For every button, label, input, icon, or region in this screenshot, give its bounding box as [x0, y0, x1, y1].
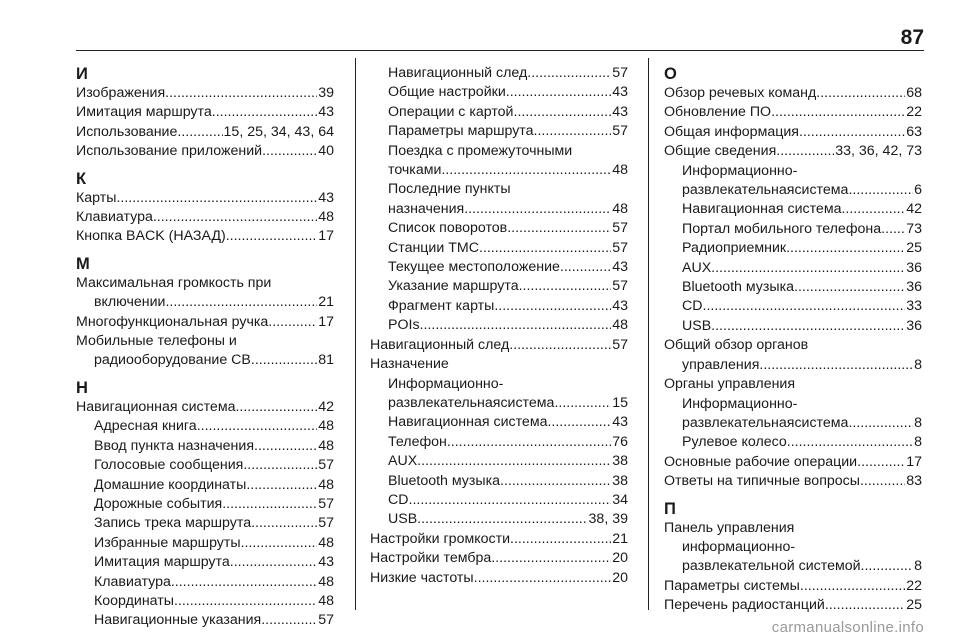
index-entry-page: 17: [318, 228, 334, 245]
index-entry-page: 48: [318, 573, 334, 590]
dot-leader: [861, 557, 914, 576]
index-entry-label: Навигационная система: [682, 201, 842, 218]
dot-leader: [197, 417, 318, 436]
index-entry: [76, 514, 334, 533]
index-section-letter: О: [664, 65, 677, 83]
index-entry-heading: Максимальная громкость при: [76, 274, 272, 291]
dot-leader: [254, 437, 317, 456]
index-entry: [664, 317, 922, 336]
index-entry-label: Настройки тембра: [370, 550, 492, 567]
index-entry-page: 57: [612, 278, 628, 295]
index-entry: [370, 530, 628, 549]
index-entry-heading: Общий обзор органов: [664, 337, 809, 354]
index-entry-page: 8: [914, 558, 922, 575]
index-entry-label: Навигационный след: [370, 336, 510, 353]
index-entry: [370, 433, 628, 452]
dot-leader: [174, 592, 317, 611]
index-entry: [370, 258, 628, 277]
index-entry-page: 15: [612, 394, 628, 411]
dot-leader: [479, 239, 611, 258]
index-entry: [664, 577, 922, 596]
index-entry-page: 48: [318, 437, 334, 454]
index-entry-page: 38: [612, 472, 628, 489]
index-entry-label: Кнопка BACK (НАЗАД): [76, 228, 226, 245]
dot-leader: [420, 316, 612, 335]
index-entry-label: Ответы на типичные вопросы: [664, 473, 860, 490]
dot-leader: [153, 208, 317, 227]
dot-leader: [241, 534, 318, 553]
index-column-1: [76, 64, 334, 631]
index-entry: [664, 472, 922, 491]
watermark: carmanualsonline.info: [771, 619, 924, 636]
dot-leader: [506, 83, 611, 102]
index-entry-page: 43: [612, 259, 628, 276]
dot-leader: [261, 611, 317, 630]
index-entry-page: 36: [906, 317, 922, 334]
dot-leader: [794, 278, 905, 297]
index-entry: [370, 277, 628, 296]
index-entry: [76, 313, 334, 332]
index-entry-label: радиооборудование СВ: [94, 352, 251, 369]
index-entry: [664, 181, 922, 200]
index-entry-heading: Последние пункты: [388, 181, 511, 198]
index-entry-heading: Информационно-: [388, 375, 504, 392]
index-entry-label: Изображения: [76, 85, 166, 101]
index-entry: [370, 549, 628, 568]
index-entry: [370, 297, 628, 316]
index-entry-label: Станции TMC: [388, 239, 479, 256]
dot-leader: [787, 433, 913, 452]
index-entry: [76, 84, 334, 103]
dot-leader: [509, 336, 611, 355]
index-entry: [664, 596, 922, 615]
index-entry: [76, 437, 334, 456]
dot-leader: [491, 549, 611, 568]
index-entry-page: 57: [612, 65, 628, 81]
index-entry-label: Телефон: [388, 433, 447, 450]
dot-leader: [268, 313, 317, 332]
index-entry-page: 57: [318, 495, 334, 512]
dot-leader: [857, 453, 905, 472]
dot-leader: [474, 569, 612, 588]
index-entry-page: 43: [318, 189, 334, 206]
index-entry-page: 57: [318, 457, 334, 474]
index-entry-label: Bluetooth музыка: [682, 279, 795, 296]
index-section-letter: Н: [76, 378, 88, 397]
index-entry: [76, 592, 334, 611]
index-entry: [664, 200, 922, 219]
dot-leader: [251, 514, 317, 533]
index-entry-label: CD: [682, 298, 703, 315]
index-section-letter: П: [664, 499, 676, 518]
index-entry-heading: Поездка с промежуточными: [388, 142, 573, 159]
index-entry: [664, 414, 922, 433]
index-entry-label: развлекательнаясистема: [682, 414, 849, 431]
index-entry-label: Навигационная система: [388, 414, 548, 431]
index-entry-label: Адресная книга: [94, 418, 197, 435]
index-entry-label: развлекательнаясистема: [682, 182, 849, 199]
index-entry-page: 17: [906, 453, 922, 470]
index-entry-page: 15, 25, 34, 43, 64: [223, 123, 334, 140]
index-entry-label: Навигационная система: [76, 398, 236, 415]
dot-leader: [507, 219, 611, 238]
index-entry-label: USB: [682, 317, 712, 334]
index-section-letter: М: [76, 254, 90, 273]
dot-leader: [243, 456, 317, 475]
index-entry-heading: Информационно-: [682, 395, 798, 412]
index-entry-label: Голосовые сообщения: [94, 457, 244, 474]
index-entry-label: Координаты: [94, 592, 174, 609]
index-entry-label: CD: [388, 491, 409, 508]
index-entry: [664, 142, 922, 161]
index-entry: [664, 259, 922, 278]
index-entry-label: точками: [388, 162, 442, 179]
index-entry: [370, 239, 628, 258]
column-divider: [648, 58, 649, 610]
index-entry-page: 76: [612, 433, 628, 450]
index-entry-page: 48: [318, 476, 334, 493]
index-entry: [370, 491, 628, 510]
dot-leader: [514, 103, 612, 122]
dot-leader: [799, 123, 905, 142]
dot-leader: [212, 103, 317, 122]
index-entry: [370, 103, 628, 122]
index-entry-heading: Информационно-: [682, 162, 798, 179]
dot-leader: [177, 123, 222, 142]
dot-leader: [464, 200, 611, 219]
index-entry-page: 22: [906, 577, 922, 594]
dot-leader: [251, 351, 317, 370]
index-entry: [76, 611, 334, 630]
index-entry-page: 8: [914, 434, 922, 451]
index-entry-page: 48: [318, 592, 334, 609]
index-entry-page: 43: [612, 103, 628, 120]
index-entry-page: 57: [612, 123, 628, 140]
index-entry-label: назначения: [388, 200, 465, 217]
index-entry: [664, 433, 922, 452]
dot-leader: [560, 258, 611, 277]
index-entry-page: 22: [906, 104, 922, 121]
dot-leader: [703, 297, 906, 316]
index-entry-page: 48: [318, 418, 334, 435]
dot-leader: [848, 181, 913, 200]
index-entry-label: AUX: [682, 259, 712, 276]
index-entry-page: 34: [612, 491, 628, 508]
index-entry: [664, 239, 922, 258]
index-entry: [76, 123, 334, 142]
index-entry-label: Общие сведения: [664, 143, 777, 160]
index-entry-label: включении: [94, 294, 166, 311]
index-entry-page: 25: [906, 240, 922, 257]
index-entry-page: 48: [612, 162, 628, 179]
index-entry-page: 21: [612, 530, 628, 547]
index-entry: [76, 103, 334, 122]
index-entry-label: Текущее местоположение: [388, 259, 560, 276]
index-entry-page: 8: [914, 414, 922, 431]
index-entry: [76, 208, 334, 227]
index-entry: [664, 123, 922, 142]
dot-leader: [825, 596, 905, 615]
index-entry-page: 43: [318, 104, 334, 121]
dot-leader: [409, 491, 612, 510]
index-entry-page: 25: [906, 597, 922, 614]
index-entry-label: Ввод пункта назначения: [94, 437, 254, 454]
index-entry-label: Имитация маршрута: [94, 554, 230, 571]
index-entry: [76, 398, 334, 417]
index-entry: [370, 122, 628, 141]
index-entry-page: 40: [318, 143, 334, 160]
index-column-3: [664, 64, 922, 616]
index-entry-label: Обзор речевых команд: [664, 85, 817, 101]
index-entry-label: POIs: [388, 317, 420, 334]
index-entry-page: 36: [906, 279, 922, 296]
index-entry-label: USB: [388, 511, 418, 528]
index-entry: [76, 476, 334, 495]
index-entry-label: Обновление ПО: [664, 104, 772, 121]
index-entry-label: Основные рабочие операции: [664, 453, 858, 470]
index-entry: [370, 200, 628, 219]
dot-leader: [519, 277, 612, 296]
index-entry-page: 20: [612, 569, 628, 586]
index-entry-label: Многофункциональная ручка: [76, 313, 269, 330]
index-entry-page: 48: [318, 209, 334, 226]
dot-leader: [510, 530, 611, 549]
index-entry: [664, 84, 922, 103]
index-entry-page: 43: [612, 297, 628, 314]
index-entry-label: Общие настройки: [388, 84, 506, 101]
index-entry-page: 57: [612, 239, 628, 256]
index-entry: [664, 103, 922, 122]
header-rule: [76, 50, 924, 51]
index-entry: [664, 453, 922, 472]
dot-leader: [262, 142, 317, 161]
index-section-letter: И: [76, 65, 88, 83]
dot-leader: [711, 317, 905, 336]
page-number: 87: [900, 26, 924, 49]
index-entry-label: Операции с картой: [388, 103, 514, 120]
index-entry-label: Навигационный след: [388, 65, 528, 81]
index-entry-label: Имитация маршрута: [76, 104, 212, 121]
dot-leader: [800, 577, 905, 596]
index-entry: [370, 219, 628, 238]
index-entry-page: 73: [906, 220, 922, 237]
index-entry-label: AUX: [388, 453, 418, 470]
index-entry: [370, 569, 628, 588]
index-entry: [370, 472, 628, 491]
index-entry-page: 63: [906, 123, 922, 140]
index-entry-label: Параметры системы: [664, 577, 800, 594]
index-entry-page: 57: [612, 220, 628, 237]
index-entry-page: 17: [318, 313, 334, 330]
index-column-2: [370, 64, 628, 588]
dot-leader: [447, 433, 611, 452]
index-entry-label: развлекательной системой: [682, 558, 861, 575]
index-entry-label: Избранные маршруты: [94, 534, 241, 551]
dot-leader: [246, 476, 317, 495]
dot-leader: [171, 573, 317, 592]
dot-leader: [165, 293, 317, 312]
dot-leader: [554, 394, 611, 413]
index-entry-heading: информационно-: [682, 538, 796, 555]
dot-leader: [848, 414, 913, 433]
index-entry: [76, 534, 334, 553]
index-entry-page: 21: [318, 294, 334, 311]
index-entry: [76, 142, 334, 161]
index-entry: [370, 316, 628, 335]
index-entry-label: Радиоприемник: [682, 240, 787, 257]
index-entry: [664, 297, 922, 316]
index-entry-page: 38: [612, 453, 628, 470]
index-entry-page: 83: [906, 473, 922, 490]
dot-leader: [534, 122, 612, 141]
index-entry: [370, 394, 628, 413]
index-entry-page: 43: [318, 554, 334, 571]
dot-leader: [441, 161, 611, 180]
index-entry: [370, 336, 628, 355]
index-entry-page: 68: [906, 85, 922, 101]
dot-leader: [500, 472, 611, 491]
dot-leader: [759, 356, 913, 375]
dot-leader: [771, 103, 905, 122]
index-entry-page: 6: [914, 182, 922, 199]
index-entry: [76, 351, 334, 370]
dot-leader: [776, 142, 834, 161]
index-entry: [370, 161, 628, 180]
index-entry-label: Клавиатура: [76, 209, 153, 226]
index-entry-page: 43: [612, 84, 628, 101]
index-entry-page: 39: [318, 85, 334, 101]
index-entry-label: Дорожные события: [94, 495, 223, 512]
dot-leader: [494, 297, 611, 316]
index-entry: [76, 417, 334, 436]
index-entry-label: Домашние координаты: [94, 476, 247, 493]
index-entry: [370, 510, 628, 529]
index-entry-label: Указание маршрута: [388, 278, 519, 295]
index-entry: [370, 64, 628, 83]
dot-leader: [881, 220, 905, 239]
index-entry-page: 48: [318, 534, 334, 551]
index-entry: [370, 413, 628, 432]
index-entry-label: Рулевое колесо: [682, 434, 787, 451]
dot-leader: [527, 64, 611, 83]
dot-leader: [235, 398, 317, 417]
index-entry-label: Клавиатура: [94, 573, 171, 590]
dot-leader: [230, 553, 317, 572]
index-entry-label: Список поворотов: [388, 220, 508, 237]
index-section-letter: К: [76, 169, 87, 188]
index-entry-label: Общая информация: [664, 123, 799, 140]
dot-leader: [711, 259, 905, 278]
dot-leader: [222, 495, 317, 514]
index-entry-page: 43: [612, 414, 628, 431]
dot-leader: [841, 200, 905, 219]
index-entry-page: 33: [906, 298, 922, 315]
index-entry-heading: Органы управления: [664, 376, 796, 393]
index-entry: [370, 83, 628, 102]
index-entry-page: 33, 36, 42, 73: [835, 143, 922, 160]
index-entry-label: Навигационные указания: [94, 612, 262, 629]
dot-leader: [417, 510, 587, 529]
index-entry: [370, 452, 628, 471]
index-entry-heading: Назначение: [370, 356, 449, 373]
dot-leader: [226, 227, 318, 246]
index-entry-page: 36: [906, 259, 922, 276]
index-entry-page: 57: [318, 515, 334, 532]
index-entry-label: Параметры маршрута: [388, 123, 534, 140]
index-entry-label: Настройки громкости: [370, 530, 510, 547]
dot-leader: [816, 84, 905, 103]
index-entry: [664, 220, 922, 239]
dot-leader: [786, 239, 905, 258]
dot-leader: [860, 472, 905, 491]
index-entry-label: Запись трека маршрута: [94, 515, 252, 532]
index-entry: [664, 278, 922, 297]
index-entry: [76, 227, 334, 246]
index-entry-page: 57: [612, 336, 628, 353]
index-entry-label: Низкие частоты: [370, 569, 474, 586]
dot-leader: [165, 84, 317, 103]
index-entry-page: 48: [612, 317, 628, 334]
index-entry-page: 81: [318, 352, 334, 369]
dot-leader: [417, 452, 611, 471]
dot-leader: [116, 189, 317, 208]
index-entry-page: 57: [318, 612, 334, 629]
index-entry: [664, 356, 922, 375]
index-entry-label: Карты: [76, 189, 117, 206]
index-entry-label: Bluetooth музыка: [388, 472, 501, 489]
column-divider: [355, 58, 356, 610]
index-entry-page: 20: [612, 550, 628, 567]
index-entry: [76, 189, 334, 208]
index-entry-label: управления: [682, 356, 760, 373]
index-entry: [76, 456, 334, 475]
index-entry: [664, 557, 922, 576]
index-entry-page: 48: [612, 200, 628, 217]
index-entry-heading: Мобильные телефоны и: [76, 333, 237, 350]
index-entry-label: развлекательнаясистема: [388, 394, 555, 411]
index-entry-label: Использование приложений: [76, 143, 263, 160]
index-entry-page: 8: [914, 356, 922, 373]
index-entry-page: 38, 39: [588, 511, 628, 528]
index-entry: [76, 573, 334, 592]
index-entry: [76, 495, 334, 514]
index-entry-label: Использование: [76, 123, 178, 140]
index-entry: [76, 293, 334, 312]
index-entry-page: 42: [318, 398, 334, 415]
index-entry-page: 42: [906, 201, 922, 218]
index-entry: [76, 553, 334, 572]
dot-leader: [547, 413, 611, 432]
index-entry-heading: Панель управления: [664, 519, 795, 536]
index-entry-label: Фрагмент карты: [388, 297, 495, 314]
index-entry-label: Портал мобильного телефона: [682, 220, 882, 237]
index-entry-label: Перечень радиостанций: [664, 597, 825, 614]
